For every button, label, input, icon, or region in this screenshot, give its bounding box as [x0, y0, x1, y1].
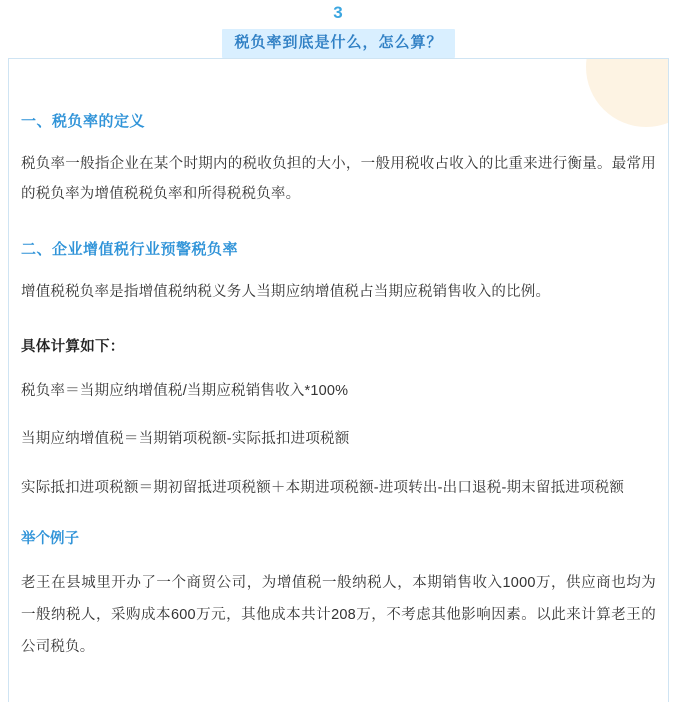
- label-calculation: 具体计算如下：: [21, 339, 125, 355]
- paragraph-definition: 税负率一般指企业在某个时期内的税收负担的大小，一般用税收占收入的比重来进行衡量。最常用的税负率为增值税税负率和所得税税负率。: [21, 156, 656, 202]
- heading-example: 举个例子: [21, 531, 79, 547]
- formula-tax-rate: 税负率＝当期应纳增值税/当期应税销售收入*100%: [21, 383, 349, 399]
- formula-payable-vat: 当期应纳增值税＝当期销项税额-实际抵扣进项税额: [21, 431, 350, 447]
- paragraph-warning-rate: 增值税税负率是指增值税纳税义务人当期应纳增值税占当期应税销售收入的比例。: [21, 284, 551, 300]
- article-header: [0, 0, 677, 58]
- section-number: 3: [333, 3, 344, 22]
- article-content-box: [8, 58, 669, 702]
- heading-definition: 一、税负率的定义: [21, 113, 146, 130]
- article-body: [9, 59, 668, 663]
- header-title-wrap: [0, 29, 677, 58]
- paragraph-example: 老王在县城里开办了一个商贸公司，为增值税一般纳税人，本期销售收入1000万，供应商也均为一般纳税人，采购成本600万元，其他成本共计208万，不考虑其他影响因素。以此来计算老王的公司税负。: [21, 575, 656, 655]
- page-title: 税负率到底是什么，怎么算？: [222, 29, 454, 58]
- heading-warning-rate: 二、企业增值税行业预警税负率: [21, 241, 239, 258]
- formula-deductible-input-tax: 实际抵扣进项税额＝期初留抵进项税额＋本期进项税额-进项转出-出口退税-期末留抵进项税额: [21, 480, 625, 496]
